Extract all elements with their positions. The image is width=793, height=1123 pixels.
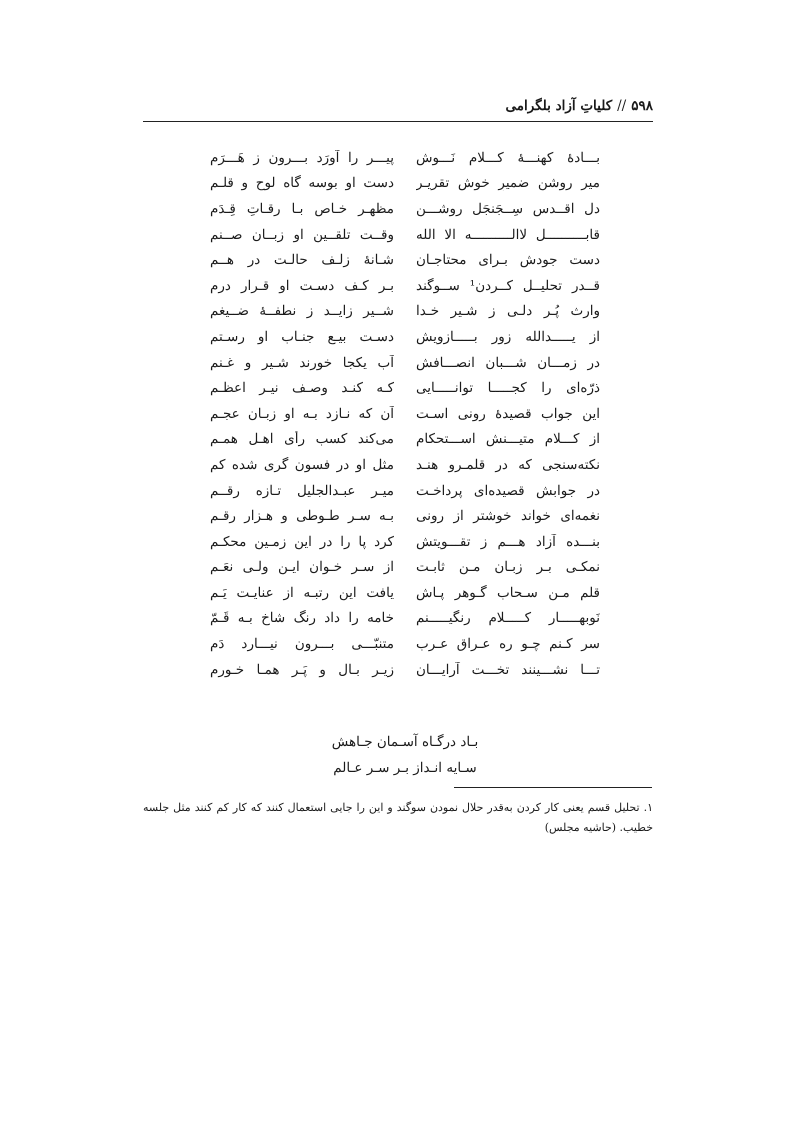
hemistich-right: نمکـی بـر زبـان مـن ثابـت <box>416 559 600 576</box>
hemistich-right: دل اقــدس سِــجَنجَل روشـــن <box>416 200 600 217</box>
hemistich-left: دست او بوسه گاه لوح و قلـم <box>210 175 394 192</box>
couplet <box>210 299 600 325</box>
hemistich-right: تـــا نشـــینند تخـــت آرایـــان <box>416 661 600 678</box>
hemistich-left: کرد پا را در این زمـین محکـم <box>210 533 394 550</box>
hemistich-left: یافت این رتبـه از عنایـت یَـم <box>210 584 394 601</box>
hemistich-right: نَوبهـــــار کـــــلام رنگیـــــنم <box>416 610 600 627</box>
poem <box>210 145 600 682</box>
hemistich-left: از سـر خـوان ایـن ولـی نعَـم <box>210 559 394 576</box>
hemistich-right: قابــــــــــل لاالــــــــــه الا الله <box>416 226 600 243</box>
hemistich-left: آب یکجا خورند شـیر و غـنم <box>210 354 394 371</box>
hemistich-left: متنبّـــی بـــرون نیـــارد دَم <box>210 636 394 653</box>
hemistich-left: بـه سـر طـوطی و هـزار رقـم <box>210 508 394 525</box>
hemistich-right: قــدر تحلیــل کــردن¹ ســوگند <box>416 277 600 294</box>
hemistich-right: ذرّه‌ای را کجـــــا توانـــــایی <box>416 380 600 397</box>
couplet <box>210 427 600 453</box>
hemistich-left: بـر کـف دسـت او قـرار درم <box>210 277 394 294</box>
hemistich-right: میر روشن ضمیرِ خوش تقریـر <box>416 175 600 192</box>
couplet <box>210 196 600 222</box>
hemistich-left: خامه را داد رنگ شاخ بـه قَـمّ <box>210 610 394 627</box>
running-header <box>143 94 653 118</box>
couplet <box>210 145 600 171</box>
hemistich-right: نکته‌سنجی که در قلمـرو هنـد <box>416 456 600 473</box>
hemistich-left: آن که نـازد بـه او زبـان عجـم <box>210 405 394 422</box>
hemistich-right: نغمه‌ای خواند خوشتر از رونی <box>416 508 600 525</box>
header-separator: // <box>617 98 627 114</box>
hemistich-left: زیـر بـال و پَـر همـا خـورم <box>210 661 394 678</box>
hemistich-right: بنـــده آزاد هـــم ز تقـــویتش <box>416 533 600 550</box>
footnote: ۱. تحلیل قسم یعنی کار کردن به‌قدر حلال نمودن سوگند و این را جایی استعمال کنند که کار کم کنند مثل جلسه خطیب. (حاشیه مجلس) <box>143 801 653 834</box>
footnote-rule <box>454 787 652 788</box>
couplet <box>210 401 600 427</box>
hemistich-left: دسـت بیـع جنـاب او رسـتم <box>210 328 394 345</box>
couplet <box>210 222 600 248</box>
hemistich-right: بـــادهٔ کهنـــهٔ کـــلام نَـــوش <box>416 149 600 166</box>
hemistich-right: از کـــلام متیـــنش اســـتحکام <box>416 431 600 448</box>
hemistich-left: پیـــر را آورَد بـــرون ز هَـــرَم <box>210 149 394 166</box>
couplet <box>210 375 600 401</box>
couplet <box>210 324 600 350</box>
hemistich-left: وقــت تلقــین او زبــان صــنم <box>210 226 394 243</box>
hemistich-left: مثل او در فسون گری شده کم <box>210 456 394 473</box>
hemistich-left: کـه کنـد وصـف نیـر اعظـم <box>210 380 394 397</box>
couplet <box>210 631 600 657</box>
hemistich-right: در زمـــان شـــبان انصـــافش <box>416 354 600 371</box>
hemistich-left: مظهـر خـاص بـا رقـاتِ قِـدَم <box>210 200 394 217</box>
book-title: کلیاتِ آزاد بلگرامی <box>505 98 613 114</box>
hemistich-left: شــیر زایــد ز نطفــهٔ ضــیغم <box>210 303 394 320</box>
hemistich-left: می‌کند کسب رأی اهـل همـم <box>210 431 394 448</box>
couplet <box>210 273 600 299</box>
couplet <box>210 555 600 581</box>
hemistich-right: این جواب قصیدهٔ رونی اسـت <box>416 405 600 422</box>
page-number: ۵۹۸ <box>631 98 653 114</box>
couplet <box>210 657 600 683</box>
hemistich-right: سر کـنم چـو ره عـراق عـرب <box>416 636 600 653</box>
couplet <box>210 529 600 555</box>
hemistich-left: شـانهٔ زلـف حالـت در هــم <box>210 252 394 269</box>
header-rule <box>143 121 653 122</box>
hemistich-right: قلم مـن سـحاب گـوهر پـاش <box>416 584 600 601</box>
couplet <box>210 171 600 197</box>
hemistich-right: از یـــــدالله زور بـــــازویش <box>416 328 600 345</box>
hemistich-right: وارث پُـر دلـی ز شـیر خـدا <box>416 303 600 320</box>
final-hemistich-2: سـایه انـداز بـر سـر عـالم <box>333 760 477 776</box>
hemistich-right: در جوابش قصیده‌ای پرداخـت <box>416 482 600 499</box>
couplet <box>210 247 600 273</box>
couplet <box>210 503 600 529</box>
couplet <box>210 606 600 632</box>
hemistich-right: دست جودش بـرای محتاجـان <box>416 252 600 269</box>
couplet <box>210 580 600 606</box>
couplet <box>210 452 600 478</box>
hemistich-left: میـر عبـدالجلیل تـازه رقــم <box>210 482 394 499</box>
final-hemistich-1: بـاد درگـاه آسـمان جـاهش <box>331 734 479 750</box>
couplet <box>210 478 600 504</box>
couplet <box>210 350 600 376</box>
